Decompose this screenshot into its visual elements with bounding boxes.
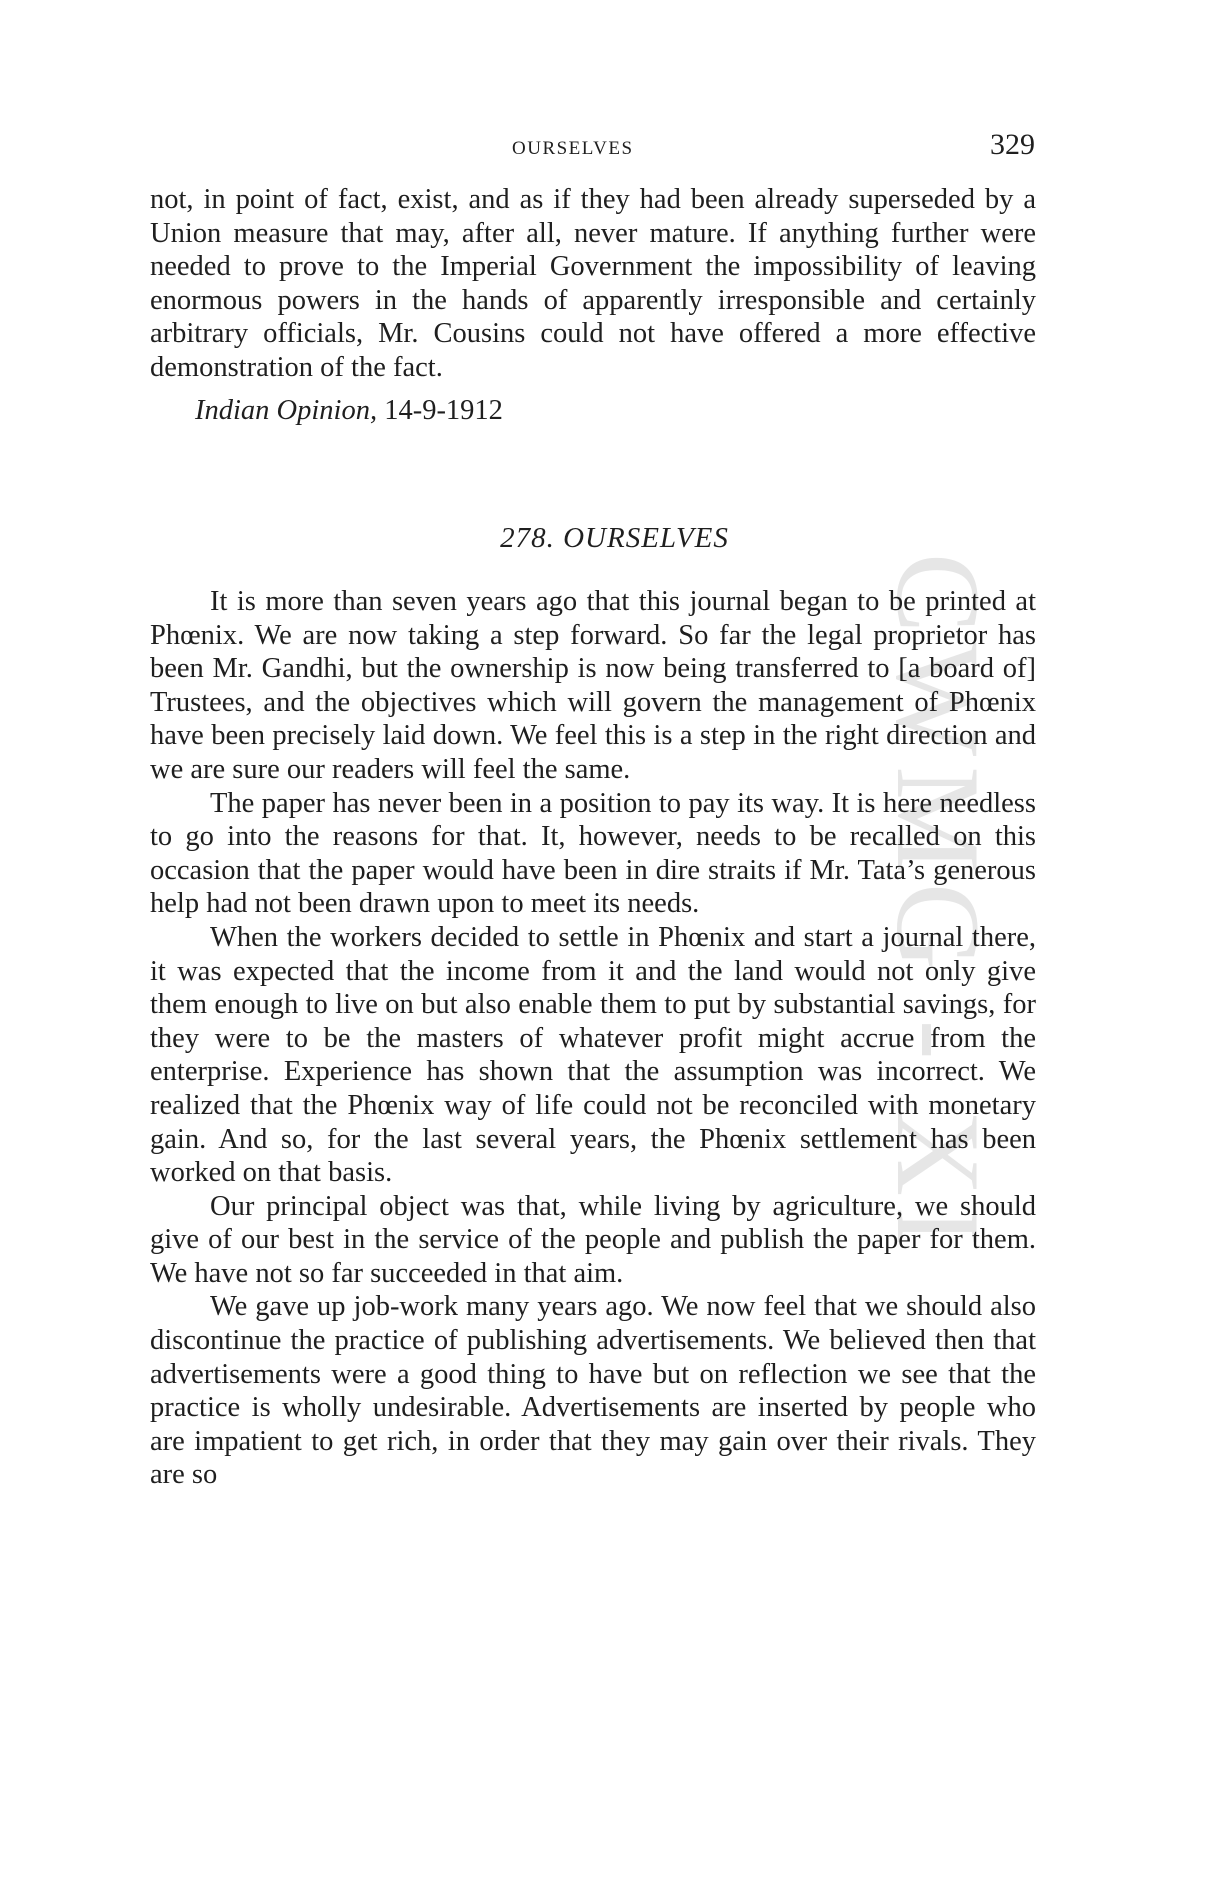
source-date: 14-9-1912 [384, 395, 503, 426]
body-paragraph: It is more than seven years ago that this journal began to be printed at Phœnix. We are now taking a step forward. So far the legal proprietor has been Mr. Gandhi, but the ownership is now being transferred to [a board of] Trustees, and the objectives which will govern the management of Phœnix have been precisely laid down. We feel this is a step in the right direction and we are sure our readers will feel the same. [150, 586, 1036, 785]
body-paragraph: When the workers decided to settle in Phœnix and start a journal there, it was expected that the income from it and the land would not only give them enough to live on but also enable them to put by substantial savings, for they were to be the masters of whatever profit might accrue from the enterprise. Experience has shown that the assumption was incorrect. We realized that the Phœnix way of life could not be reconciled with monetary gain. And so, for the last several years, the Phœnix settlement has been worked on that basis. [150, 921, 1036, 1189]
page-number: 329 [990, 128, 1035, 161]
body-paragraph: The paper has never been in a position to pay its way. It is here needless to go into the reasons for that. It, however, needs to be recalled on this occasion that the paper would have been in dire straits if Mr. Tata’s generous help had not been drawn upon to meet its needs. [150, 787, 1036, 920]
body-paragraph: We gave up job-work many years ago. We now feel that we should also discontinue the practice of publishing advertisements. We believed then that advertisements were a good thing to have but on reflection we see that the practice is wholly undesirable. Advertisements are inserted by people who are impatient to get rich, in order that they may gain over their rivals. They are so [150, 1291, 1036, 1491]
source-publication: Indian Opinion, [195, 395, 378, 426]
section-title: 278. OURSELVES [500, 522, 729, 554]
running-title: OURSELVES [512, 138, 634, 159]
continuation-text [150, 183, 1036, 385]
source-citation [195, 395, 503, 427]
continuation-paragraph: not, in point of fact, exist, and as if they had been already superseded by a Union measure that may, after all, never mature. If anything further were needed to prove to the Imperial Government the impossibility of leaving enormous powers in the hands of apparently irresponsible and certainly arbitrary officials, Mr. Cousins could not have offered a more effective demonstration of the fact. [150, 184, 1036, 383]
body-paragraph: Our principal object was that, while living by agriculture, we should give of our best in the service of the people and publish the paper for them. We have not so far succeeded in that aim. [150, 1190, 1036, 1289]
article-body [150, 585, 1036, 1492]
watermark: CWMG - XI [872, 553, 1005, 1257]
